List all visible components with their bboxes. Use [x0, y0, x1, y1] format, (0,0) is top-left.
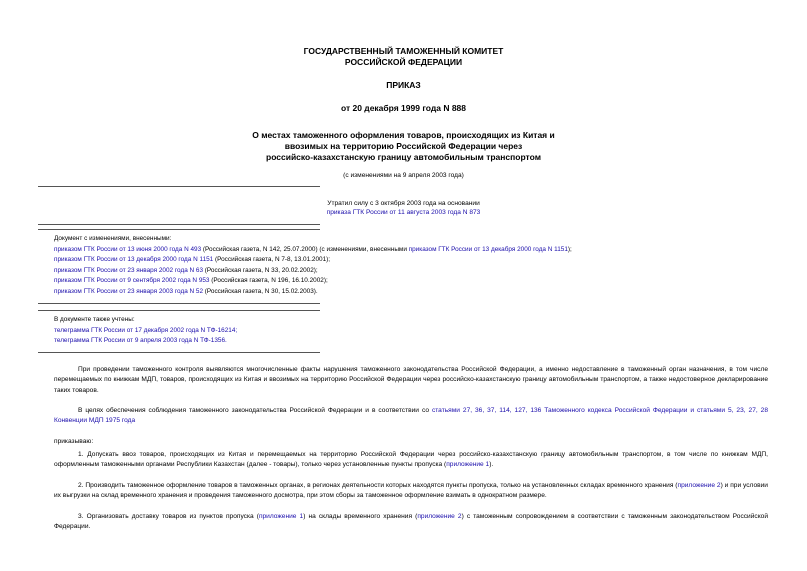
amendments-block: [54, 234, 794, 298]
agency-name-line2: РОССИЙСКОЙ ФЕДЕРАЦИИ: [344, 57, 463, 67]
amendment-link[interactable]: приказом ГТК России от 9 сентября 2002 года N 953: [54, 277, 210, 285]
order-word: приказываю:: [54, 438, 94, 445]
document-title-line1: О местах таможенного оформления товаров, происходящих из Китая и: [252, 130, 555, 140]
divider: [38, 224, 320, 225]
amendments-heading: Документ с изменениями, внесенными:: [54, 235, 172, 242]
appendix-2-link[interactable]: приложение 2: [677, 482, 721, 489]
document-type: ПРИКАЗ: [386, 80, 421, 90]
amendment-item: приказом ГТК России от 13 декабря 2000 года N 1151 (Российская газета, N 7-8, 13.01.2001);: [54, 256, 331, 264]
telegram-link[interactable]: телеграмма ГТК России от 9 апреля 2003 года N ТФ-1356.: [54, 337, 227, 345]
amendment-link[interactable]: приказом ГТК России от 13 июня 2000 года N 493: [54, 245, 202, 253]
appendix-1-link[interactable]: приложение 1: [446, 461, 490, 469]
considered-block: [54, 315, 454, 347]
legal-basis-link[interactable]: статьями 27, 36, 37, 114, 127, 136 Таможенного кодекса Российской Федерации и статьями 5, 23, 27, 28 Конвенции МДП 1975 года: [54, 407, 768, 425]
telegram-link[interactable]: телеграмма ГТК России от 17 декабря 2002 года N ТФ-16214;: [54, 326, 238, 334]
amendment-item: приказом ГТК России от 9 сентября 2002 года N 953 (Российская газета, N 196, 16.10.2002);: [54, 277, 328, 285]
invalid-notice-link[interactable]: [0, 208, 807, 217]
item-3: 3. Организовать доставку товаров из пунктов пропуска (приложение 1) на склады временного хранения (приложение 2) с таможенным сопровождением в соответствии с таможенным законодательством Российской Федерации.: [54, 513, 769, 531]
preamble-paragraph: При проведении таможенного контроля выявляются многочисленные факты нарушения таможенного законодательства Российской Федерации, а именно недоставление в таможенный орган назначения, в том числе перемещаемых по книжкам МДП, товаров, происходящих из Китая и ввозимых на территорию Российской Федерации через российско-казахстанскую границу автомобильным транспортом, а также недостоверное декларирование таких товаров.: [54, 366, 768, 394]
divider: [38, 186, 320, 187]
agency-name-line1: ГОСУДАРСТВЕННЫЙ ТАМОЖЕННЫЙ КОМИТЕТ: [303, 46, 504, 56]
item-1: 1. Допускать ввоз товаров, происходящих из Китая и перемещаемых на территорию Российской Федерации через российско-казахстанскую границу автомобильным транспортом, в том числе по книжкам МДП, оформленным таможенными органами Республики Казахстан (далее - товары), только через установленные пункты пропуска (приложение 1).: [54, 451, 768, 469]
amendment-item: приказом ГТК России от 23 января 2002 года N 63 (Российская газета, N 33, 20.02.2002);: [54, 266, 318, 274]
item-2: 2. Производить таможенное оформление товаров в таможенных органах, в регионах деятельности которых находятся пункты пропуска, только на установленных складах временного хранения (приложение 2) и при условии их выгрузки на склад временного хранения и проведения таможенного досмотра, при этом сборы за таможенное оформление взимать в однократном размере.: [54, 482, 768, 500]
divider: [38, 229, 320, 230]
divider: [38, 310, 320, 311]
invalidating-order-link[interactable]: приказа ГТК России от 11 августа 2003 года N 873: [326, 209, 481, 216]
amendment-link[interactable]: приказом ГТК России от 13 декабря 2000 года N 1151: [408, 245, 568, 253]
amendment-item: приказом ГТК России от 13 июня 2000 года N 493 (Российская газета, N 142, 25.07.2000) (с изменениями, внесенными приказом ГТК России от 13 декабря 2000 года N 1151);: [54, 245, 572, 253]
considered-heading: В документе также учтены:: [54, 316, 135, 323]
changes-note: (с изменениями на 9 апреля 2003 года): [343, 172, 464, 179]
amendment-link[interactable]: приказом ГТК России от 23 января 2003 года N 52: [54, 287, 204, 295]
appendix-2-link[interactable]: приложение 2: [417, 513, 462, 520]
basis-paragraph: В целях обеспечения соблюдения таможенного законодательства Российской Федерации и в соответствии со статьями 27, 36, 37, 114, 127, 136 Таможенного кодекса Российской Федерации и статьями 5, 23, 27, 28 Конвенции МДП 1975 года: [54, 407, 768, 425]
document-date: от 20 декабря 1999 года N 888: [340, 103, 467, 113]
appendix-1-link[interactable]: приложение 1: [258, 513, 304, 520]
document-title-line3: российско-казахстанскую границу автомобильным транспортом: [266, 152, 541, 162]
amendment-link[interactable]: приказом ГТК России от 13 декабря 2000 года N 1151: [54, 256, 214, 264]
divider: [38, 352, 320, 353]
divider: [38, 303, 320, 304]
document-title-line2: ввозимых на территорию Российской Федерации через: [284, 141, 523, 151]
amendment-link[interactable]: приказом ГТК России от 23 января 2002 года N 63: [54, 266, 204, 274]
invalid-notice: Утратил силу с 3 октября 2003 года на основании: [327, 200, 480, 207]
amendment-item: приказом ГТК России от 23 января 2003 года N 52 (Российская газета, N 30, 15.02.2003).: [54, 287, 318, 295]
